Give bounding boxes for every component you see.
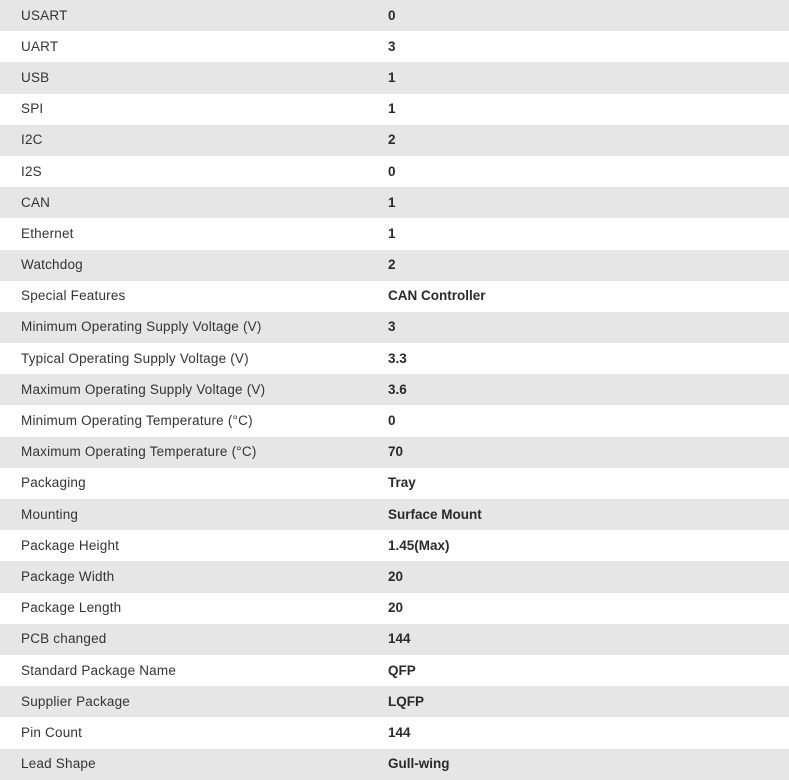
table-row [0,593,789,624]
attribute-value: 3.3 [388,350,407,366]
table-row [0,218,789,249]
table-row [0,655,789,686]
attribute-value: 1 [388,194,396,210]
table-row [0,624,789,655]
attribute-label: Pin Count [21,724,83,740]
table-row [0,125,789,156]
attribute-value: 20 [388,600,404,616]
attribute-value: Gull-wing [388,756,450,772]
attribute-label: Supplier Package [21,693,131,709]
attribute-label: I2C [21,132,43,148]
attribute-label: Packaging [21,475,86,491]
table-row [0,0,789,31]
attribute-label: Package Width [21,568,115,584]
table-row [0,468,789,499]
attribute-label: Maximum Operating Supply Voltage (V) [21,381,266,397]
table-row [0,156,789,187]
table-row [0,405,789,436]
attribute-value: 0 [388,163,396,179]
attribute-value: 1.45(Max) [388,537,450,553]
table-row [0,62,789,93]
table-row [0,94,789,125]
attribute-label: Ethernet [21,225,74,241]
attribute-value: Tray [388,475,416,491]
attribute-label: Typical Operating Supply Voltage (V) [21,350,249,366]
table-row [0,686,789,717]
table-row [0,717,789,748]
attribute-label: USART [21,7,68,23]
attribute-value: 2 [388,132,396,148]
attribute-label: Package Height [21,537,120,553]
table-row [0,374,789,405]
attribute-label: Mounting [21,506,79,522]
attribute-value: 3 [388,38,396,54]
attribute-value: 144 [388,724,411,740]
attribute-value: 1 [388,225,396,241]
attribute-label: SPI [21,101,44,117]
table-row [0,281,789,312]
table-row [0,437,789,468]
attribute-value: 144 [388,631,411,647]
table-row [0,343,789,374]
table-row [0,749,789,780]
attribute-value: 3.6 [388,381,407,397]
table-row [0,561,789,592]
attribute-label: Watchdog [21,257,83,273]
table-row [0,250,789,281]
attribute-value: 2 [388,257,396,273]
attribute-value: CAN Controller [388,288,486,304]
attribute-value: QFP [388,662,416,678]
attribute-label: Package Length [21,600,122,616]
attribute-label: USB [21,69,50,85]
attribute-value: 70 [388,444,404,460]
attribute-value: Surface Mount [388,506,482,522]
attribute-label: Standard Package Name [21,662,177,678]
attribute-label: UART [21,38,59,54]
attribute-label: Minimum Operating Temperature (°C) [21,413,253,429]
table-row [0,499,789,530]
attribute-label: Lead Shape [21,756,96,772]
attribute-label: PCB changed [21,631,107,647]
attribute-value: LQFP [388,693,424,709]
table-row [0,312,789,343]
table-row [0,187,789,218]
attribute-label: Special Features [21,288,126,304]
attribute-label: Maximum Operating Temperature (°C) [21,444,257,460]
attribute-value: 3 [388,319,396,335]
attribute-value: 1 [388,69,396,85]
attribute-label: Minimum Operating Supply Voltage (V) [21,319,262,335]
attribute-value: 0 [388,7,396,23]
table-row [0,31,789,62]
attribute-value: 20 [388,568,404,584]
attribute-value: 1 [388,101,396,117]
attribute-label: CAN [21,194,51,210]
attribute-label: I2S [21,163,42,179]
table-row [0,530,789,561]
attribute-value: 0 [388,413,396,429]
